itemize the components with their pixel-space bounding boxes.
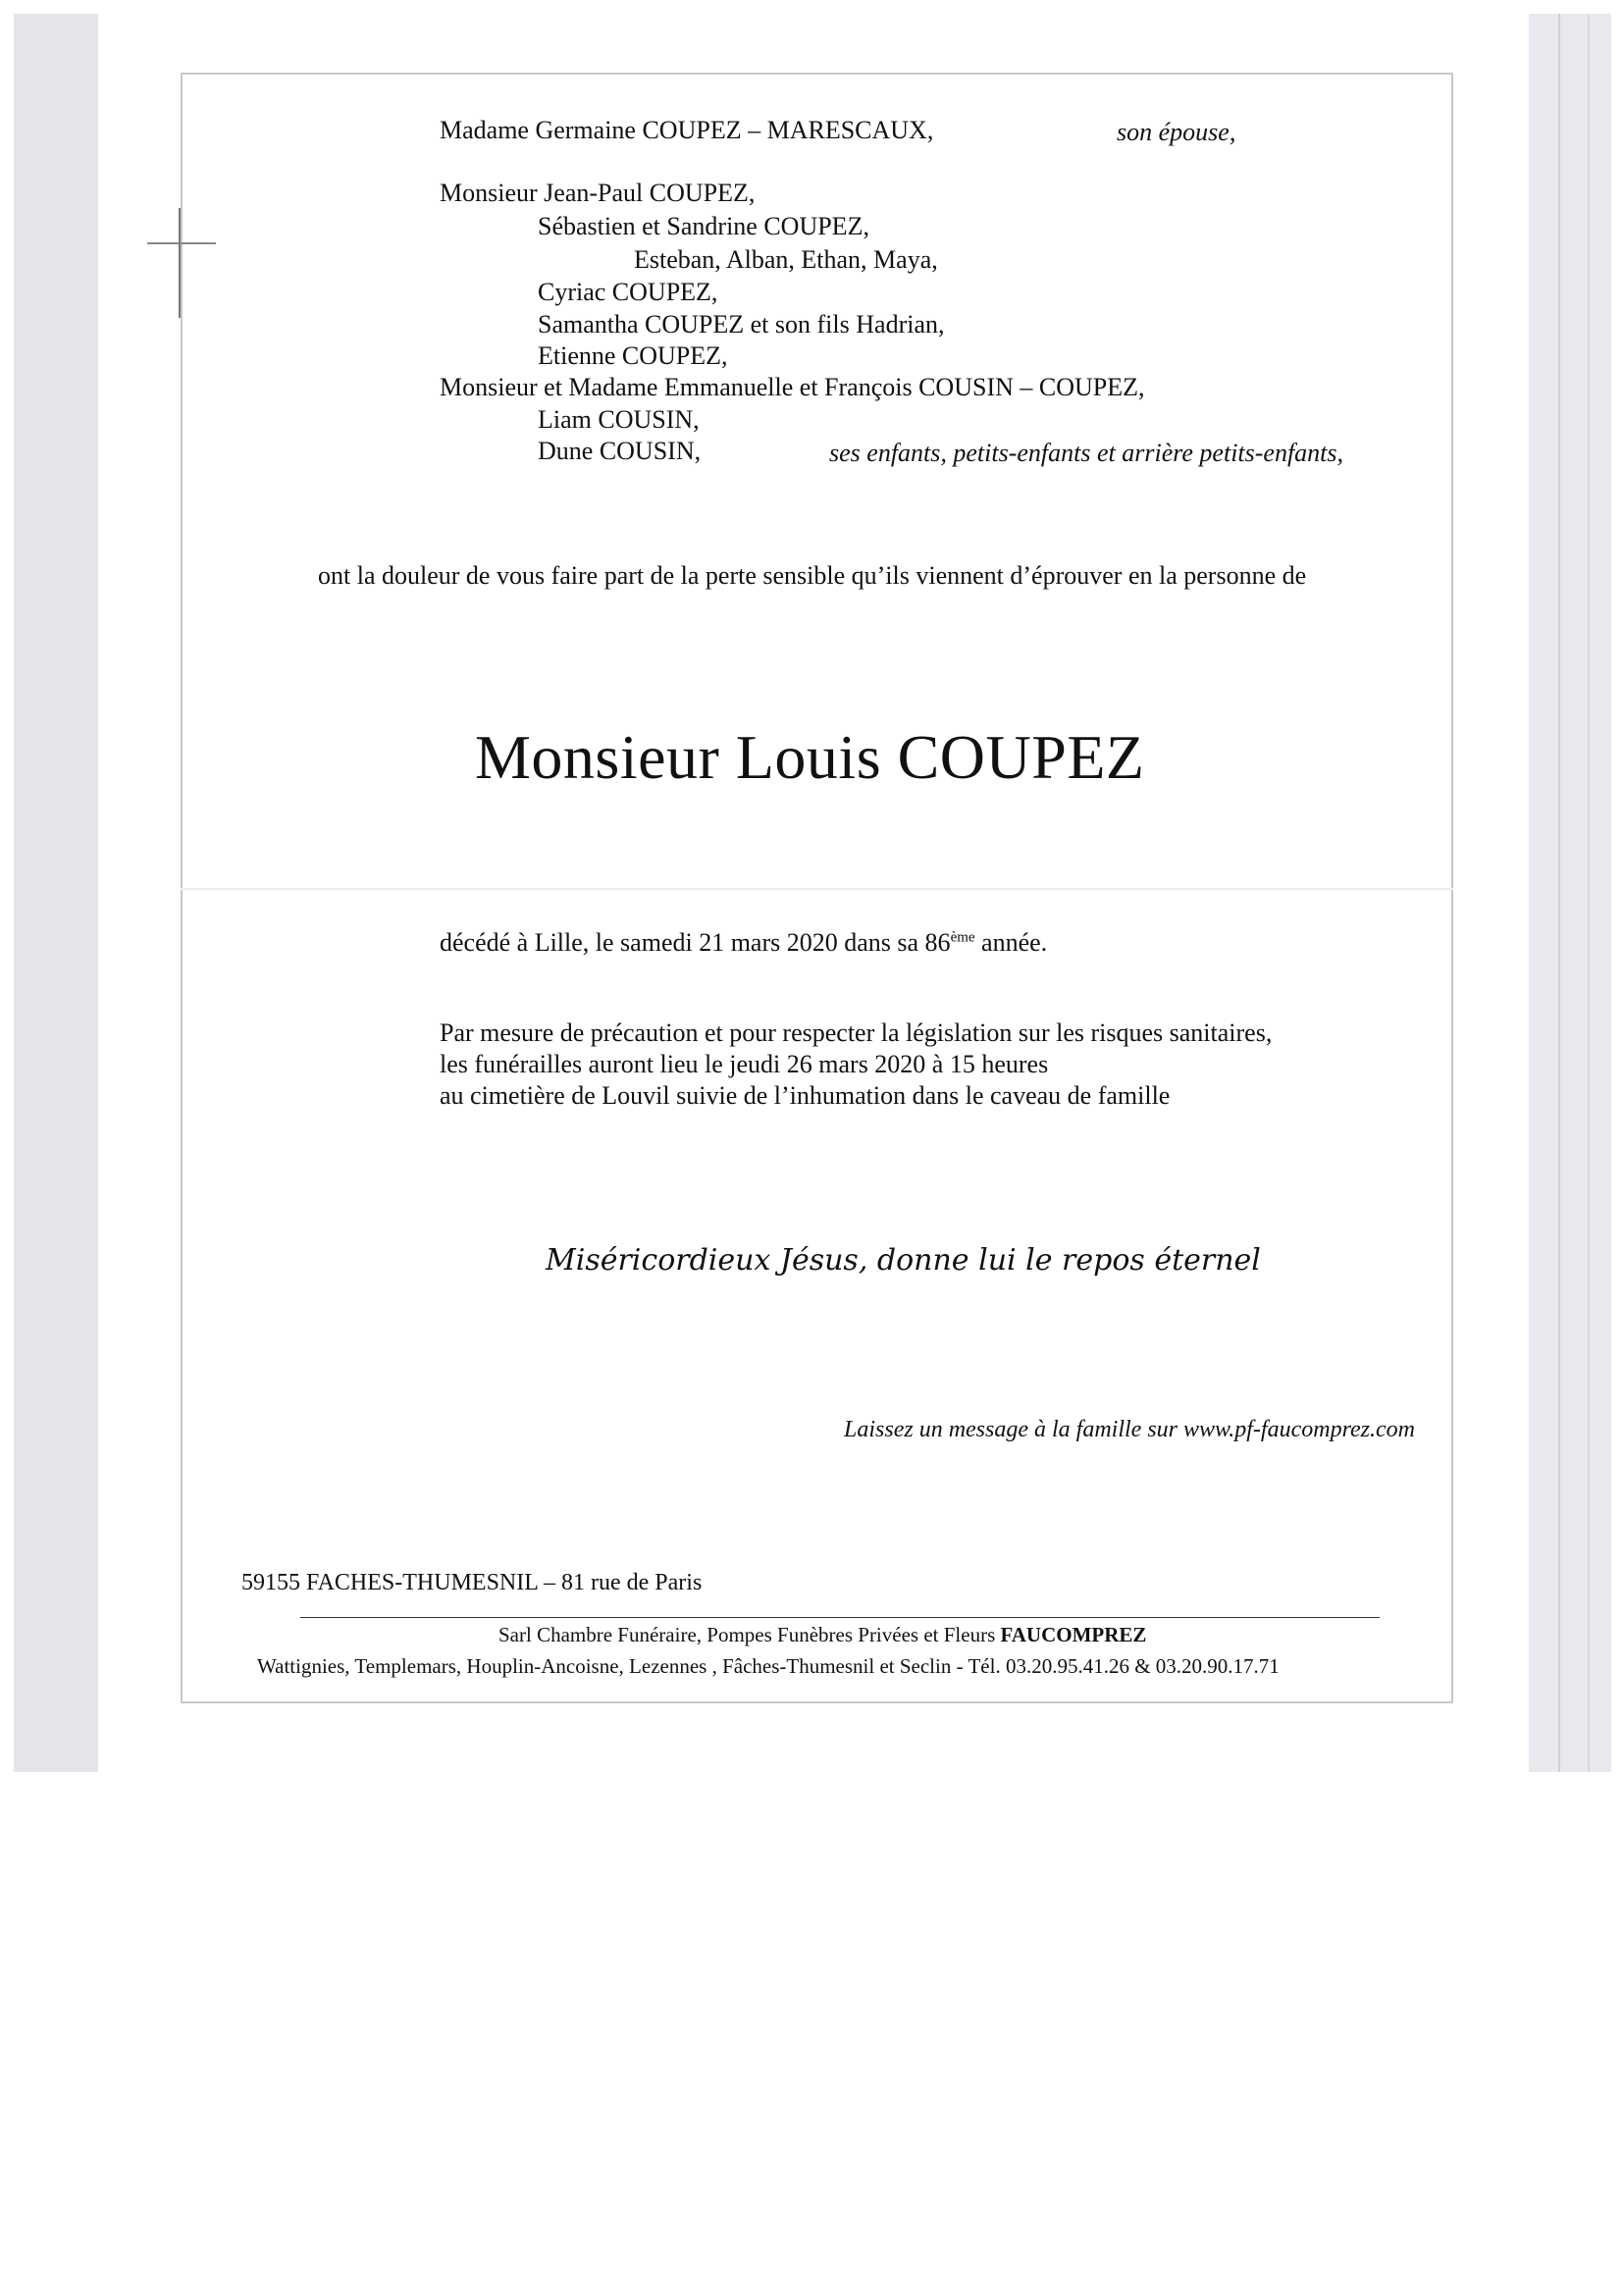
spouse-name: Madame Germaine COUPEZ – MARESCAUX, xyxy=(440,116,934,144)
family-line: Monsieur Jean-Paul COUPEZ, xyxy=(440,179,756,207)
family-line: Liam COUSIN, xyxy=(538,405,700,434)
address-text: 59155 FACHES-THUMESNIL – 81 rue de Paris xyxy=(241,1570,703,1595)
death-text-end: année. xyxy=(974,928,1048,957)
cross-icon-bar xyxy=(147,242,216,244)
family-line: Dune COUSIN, xyxy=(538,437,702,465)
family-line: Monsieur et Madame Emmanuelle et François COUSIN – COUPEZ, xyxy=(440,373,1145,401)
funeral-line: au cimetière de Louvil suivie de l’inhumation dans le caveau de famille xyxy=(440,1081,1171,1110)
family-line: Sébastien et Sandrine COUPEZ, xyxy=(538,212,869,240)
spouse-role: son épouse, xyxy=(1117,118,1236,146)
family-line: Esteban, Alban, Ethan, Maya, xyxy=(634,245,938,274)
family-line: Cyriac COUPEZ, xyxy=(538,278,718,306)
footer-brand: FAUCOMPREZ xyxy=(1000,1623,1147,1646)
death-ordinal-suffix: ème xyxy=(950,929,975,946)
message-link[interactable]: Laissez un message à la famille sur www.pf-faucomprez.com xyxy=(844,1417,1415,1442)
prayer-text: Miséricordieux Jésus, donne lui le repos éternel xyxy=(546,1243,1261,1278)
footer-company xyxy=(498,1621,1146,1648)
announcement-text: ont la douleur de vous faire part de la perte sensible qu’ils viennent d’éprouver en la personne de xyxy=(318,561,1307,590)
fold-line xyxy=(181,888,1453,890)
footer-divider xyxy=(300,1617,1380,1618)
funeral-line: Par mesure de précaution et pour respecter la législation sur les risques sanitaires, xyxy=(440,1018,1273,1047)
family-line: Samantha COUPEZ et son fils Hadrian, xyxy=(538,310,945,339)
footer-contact: Wattignies, Templemars, Houplin-Ancoisne, Lezennes , Fâches-Thumesnil et Seclin - Tél. 03.20.95.41.26 & 03.20.90.17.71 xyxy=(257,1654,1280,1678)
deceased-name: Monsieur Louis COUPEZ xyxy=(475,722,1145,792)
cross-icon xyxy=(179,208,181,318)
death-text: décédé à Lille, le samedi 21 mars 2020 dans sa 86 xyxy=(440,928,951,957)
children-role: ses enfants, petits-enfants et arrière petits-enfants, xyxy=(829,439,1344,467)
family-line: Etienne COUPEZ, xyxy=(538,341,728,370)
footer-company-text: Sarl Chambre Funéraire, Pompes Funèbres Privées et Fleurs xyxy=(498,1623,1001,1646)
scan-background-right xyxy=(1529,14,1611,1772)
death-details xyxy=(440,926,1047,960)
funeral-line: les funérailles auront lieu le jeudi 26 mars 2020 à 15 heures xyxy=(440,1050,1049,1078)
